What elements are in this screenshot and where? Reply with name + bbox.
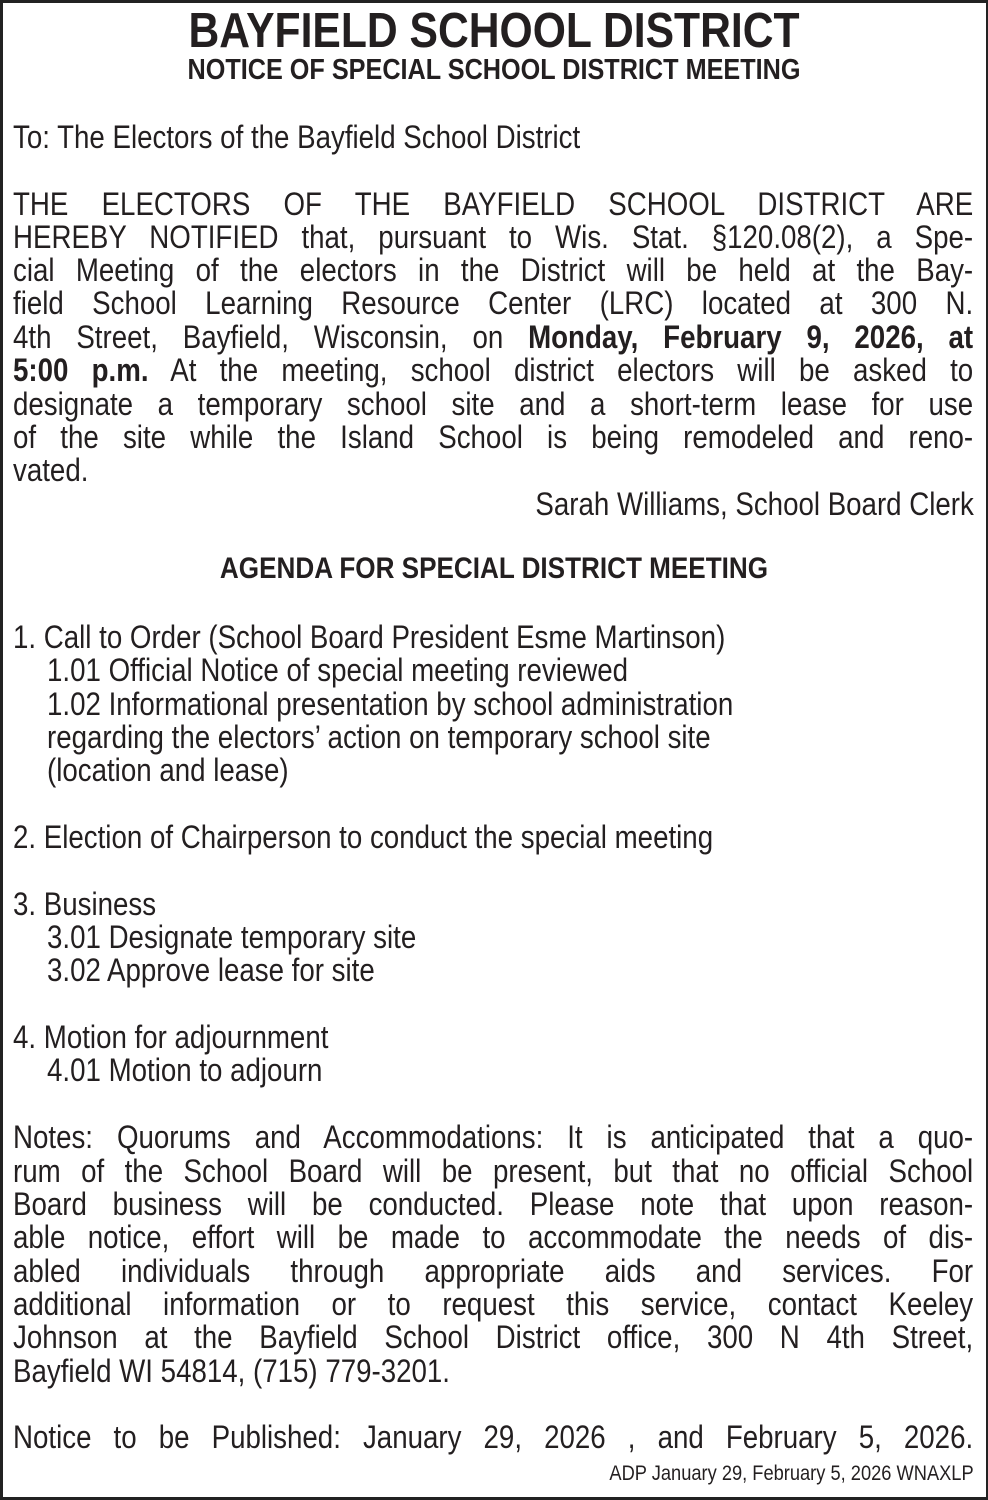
agenda-subitem: regarding the electors’ action on temporary school site: [47, 719, 711, 755]
salutation: To: The Electors of the Bayfield School District: [13, 119, 581, 155]
notice-line: designate a temporary school site and a short-term lease for use: [13, 386, 974, 422]
notice-line: [13, 320, 973, 354]
publication-dates: Notice to be Published: January 29, 2026 , and February 5, 2026.: [13, 1419, 974, 1455]
notice-line: THE ELECTORS OF THE BAYFIELD SCHOOL DISTRICT ARE: [13, 186, 974, 222]
notice-line: [13, 353, 973, 387]
notes-line: rum of the School Board will be present, but that no official School: [13, 1153, 974, 1189]
notes-line: Board business will be conducted. Please note that upon reason-: [13, 1186, 974, 1222]
agenda-subitem: 4.01 Motion to adjourn: [47, 1052, 323, 1088]
agenda-item: 3. Business: [13, 886, 157, 922]
agenda-item: 2. Election of Chairperson to conduct the special meeting: [13, 819, 714, 855]
agenda-subitem: (location and lease): [47, 752, 289, 788]
notice-line: vated.: [13, 452, 89, 488]
publication-footer: ADP January 29, February 5, 2026 WNAXLP: [609, 1462, 974, 1485]
agenda-subitem: 1.01 Official Notice of special meeting reviewed: [47, 652, 629, 688]
notes-line: able notice, effort will be made to accommodate the needs of dis-: [13, 1219, 974, 1255]
agenda-item: 4. Motion for adjournment: [13, 1019, 329, 1055]
agenda-title: AGENDA FOR SPECIAL DISTRICT MEETING: [219, 552, 769, 585]
clerk-signature: Sarah Williams, School Board Clerk: [535, 486, 974, 522]
meeting-date: Monday, February 9, 2026, at: [528, 319, 974, 355]
notice-text: At the meeting, school district electors will be asked to: [148, 352, 974, 388]
notes-line: Johnson at the Bayfield School District office, 300 N 4th Street,: [13, 1319, 974, 1355]
agenda-item: 1. Call to Order (School Board President Esme Martinson): [13, 619, 726, 655]
agenda-subitem: 3.02 Approve lease for site: [47, 952, 375, 988]
agenda-subitem: 1.02 Informational presentation by school administration: [47, 686, 734, 722]
agenda-subitem: 3.01 Designate temporary site: [47, 919, 417, 955]
district-title: BAYFIELD SCHOOL DISTRICT: [188, 4, 800, 58]
notice-line: field School Learning Resource Center (LRC) located at 300 N.: [13, 285, 974, 321]
notes-line: Bayfield WI 54814, (715) 779-3201.: [13, 1353, 451, 1389]
notes-line: abled individuals through appropriate aids and services. For: [13, 1253, 974, 1289]
notes-line: additional information or to request this service, contact Keeley: [13, 1286, 974, 1322]
notice-line: cial Meeting of the electors in the District will be held at the Bay-: [13, 252, 974, 288]
notice-subtitle: NOTICE OF SPECIAL SCHOOL DISTRICT MEETING: [187, 54, 801, 86]
notice-text: 4th Street, Bayfield, Wisconsin, on: [13, 319, 529, 355]
notice-line: of the site while the Island School is being remodeled and reno-: [13, 419, 974, 455]
meeting-time: 5:00 p.m.: [13, 352, 149, 388]
notes-line: Notes: Quorums and Accommodations: It is anticipated that a quo-: [13, 1119, 974, 1155]
notice-line: HEREBY NOTIFIED that, pursuant to Wis. Stat. §120.08(2), a Spe-: [13, 219, 974, 255]
